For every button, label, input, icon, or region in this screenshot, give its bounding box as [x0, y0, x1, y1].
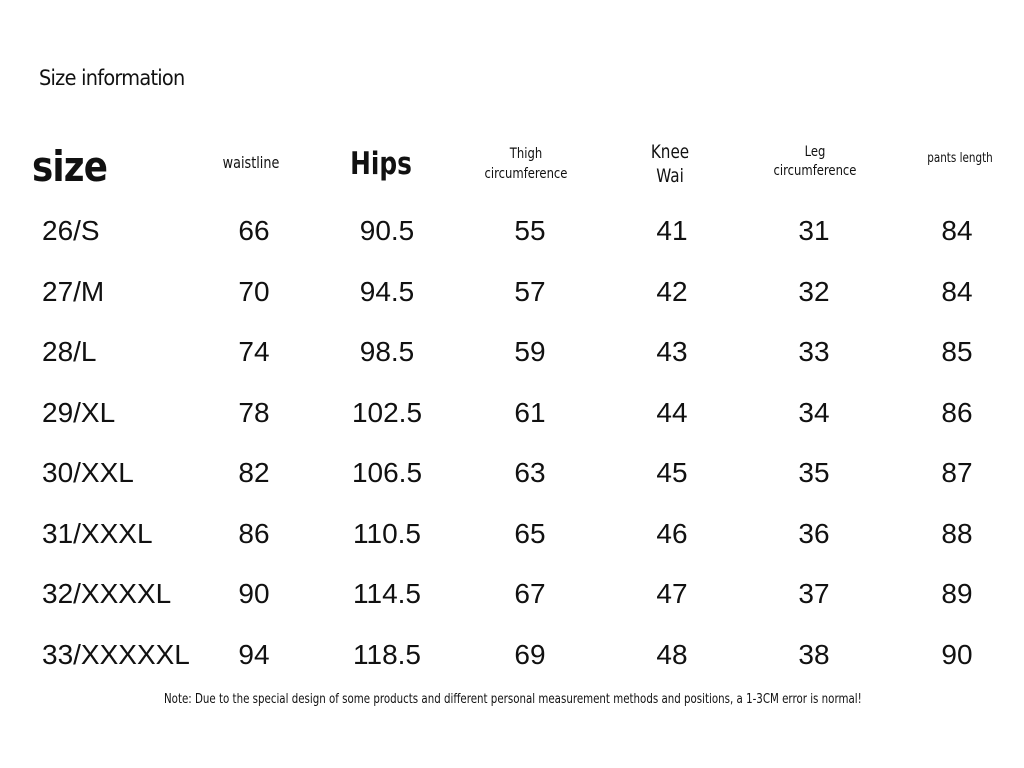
cell-hips: 106.5	[351, 457, 423, 488]
cell-size: 26/S	[42, 215, 100, 246]
cell-thigh: 63	[514, 457, 546, 488]
cell-knee: 48	[656, 638, 688, 670]
header-thigh-circumference	[478, 144, 574, 184]
cell-pants-length: 89	[941, 578, 973, 609]
header-pants-length: pants length	[927, 151, 993, 166]
cell-size: 28/L	[42, 336, 97, 367]
cell-hips: 90.5	[359, 215, 415, 246]
cell-leg: 34	[798, 396, 830, 428]
cell-thigh: 57	[514, 275, 546, 307]
header-leg-circumference	[767, 143, 863, 181]
cell-leg: 38	[798, 638, 830, 670]
cell-size: 27/M	[42, 275, 105, 307]
cell-waistline: 90	[238, 578, 270, 609]
cell-hips: 114.5	[353, 578, 421, 609]
header-waistline: waistline	[222, 153, 280, 172]
cell-pants-length: 87	[941, 457, 973, 488]
cell-thigh: 61	[514, 396, 546, 428]
cell-waistline: 86	[238, 517, 270, 549]
cell-leg: 31	[798, 215, 830, 246]
header-size: size	[32, 142, 108, 191]
cell-size: 31/XXXL	[42, 517, 153, 549]
header-thigh-line-1: Thigh	[509, 146, 543, 162]
cell-pants-length: 84	[941, 275, 973, 307]
header-leg-line-1: Leg	[804, 144, 826, 160]
table-row	[0, 627, 1024, 688]
cell-size: 29/XL	[42, 396, 116, 428]
cell-hips: 102.5	[351, 396, 423, 428]
page-title: Size information	[39, 66, 185, 90]
header-knee-line-2: Wai	[656, 165, 684, 187]
cell-pants-length: 86	[941, 396, 973, 428]
cell-size: 33/XXXXXL	[42, 638, 190, 670]
cell-thigh: 59	[514, 336, 546, 367]
cell-waistline: 78	[238, 396, 270, 428]
cell-size: 32/XXXXL	[42, 578, 172, 609]
cell-pants-length: 90	[941, 638, 973, 670]
cell-waistline: 74	[238, 336, 270, 367]
header-leg-line-2: circumference	[773, 163, 857, 179]
cell-waistline: 66	[238, 215, 270, 246]
cell-knee: 46	[656, 517, 688, 549]
cell-knee: 42	[656, 275, 688, 307]
cell-pants-length: 85	[941, 336, 973, 367]
cell-hips: 94.5	[359, 275, 415, 307]
cell-thigh: 55	[514, 215, 546, 246]
header-knee	[638, 140, 702, 188]
table-row	[0, 506, 1024, 567]
measurement-note: Note: Due to the special design of some products and different personal measurement methods and positions, a 1-3CM error is normal!	[164, 691, 862, 707]
cell-leg: 35	[798, 457, 830, 488]
cell-waistline: 82	[238, 457, 270, 488]
table-row	[0, 264, 1024, 325]
cell-leg: 32	[798, 275, 830, 307]
header-thigh-line-2: circumference	[484, 166, 568, 182]
header-knee-line-1: Knee	[650, 141, 690, 163]
table-row	[0, 324, 1024, 385]
cell-hips: 110.5	[353, 517, 421, 549]
cell-leg: 33	[798, 336, 830, 367]
table-row	[0, 445, 1024, 506]
header-hips: Hips	[350, 146, 412, 182]
cell-pants-length: 88	[941, 517, 973, 549]
cell-thigh: 65	[514, 517, 546, 549]
table-row	[0, 566, 1024, 627]
cell-waistline: 94	[238, 638, 270, 670]
cell-knee: 45	[656, 457, 688, 488]
cell-leg: 36	[798, 517, 830, 549]
cell-leg: 37	[798, 578, 830, 609]
cell-hips: 98.5	[359, 336, 415, 367]
cell-knee: 44	[656, 396, 688, 428]
cell-knee: 41	[656, 215, 688, 246]
cell-knee: 47	[656, 578, 688, 609]
size-table	[0, 203, 1024, 687]
cell-hips: 118.5	[353, 638, 421, 670]
cell-thigh: 69	[514, 638, 546, 670]
cell-knee: 43	[656, 336, 688, 367]
cell-waistline: 70	[238, 275, 270, 307]
cell-thigh: 67	[514, 578, 546, 609]
table-row	[0, 203, 1024, 264]
cell-size: 30/XXL	[42, 457, 134, 488]
cell-pants-length: 84	[941, 215, 973, 246]
table-row	[0, 385, 1024, 446]
